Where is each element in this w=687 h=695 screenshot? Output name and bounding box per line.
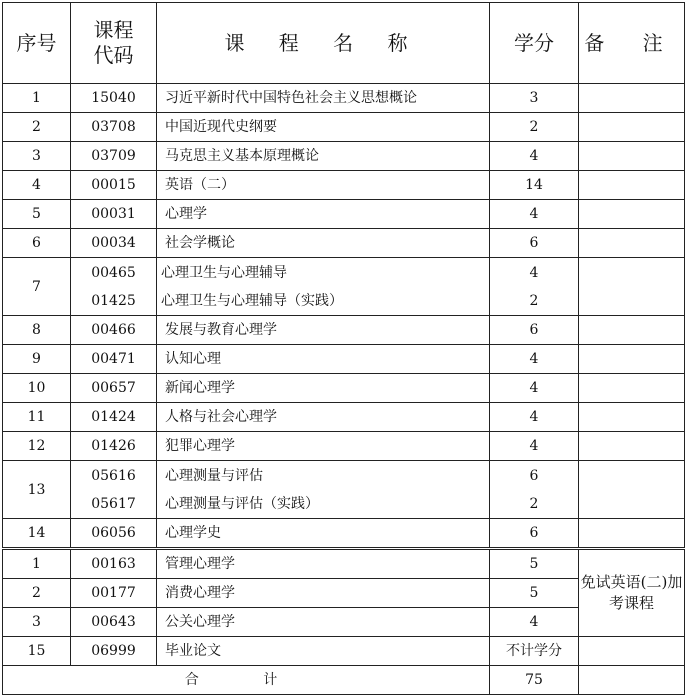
- row-note: [579, 403, 685, 432]
- row-index: 1: [3, 84, 71, 113]
- row-name: 心理卫生与心理辅导: [161, 264, 287, 281]
- total-credits: 75: [490, 666, 579, 695]
- row-credits-practice: 2: [529, 495, 539, 512]
- row-note: [579, 316, 685, 345]
- row-index: 14: [3, 519, 71, 549]
- table-row: [3, 200, 685, 229]
- row-name: 新闻心理学: [157, 374, 490, 403]
- row-code: 00466: [71, 316, 157, 345]
- table-row: [3, 229, 685, 258]
- row-name: 发展与教育心理学: [157, 316, 490, 345]
- extra-courses-note: 免试英语(二)加考课程: [579, 549, 685, 637]
- row-credits: 6: [490, 519, 579, 549]
- thesis-name: 毕业论文: [157, 637, 490, 666]
- row-index: 8: [3, 316, 71, 345]
- row-credits: 4: [490, 142, 579, 171]
- row-code: 00471: [71, 345, 157, 374]
- total-row: [3, 666, 685, 695]
- extra-credits: 5: [490, 549, 579, 579]
- extra-name: 公关心理学: [157, 608, 490, 637]
- row-index: 6: [3, 229, 71, 258]
- extra-index: 1: [3, 549, 71, 579]
- row-credits: 4: [490, 432, 579, 461]
- row-index: 9: [3, 345, 71, 374]
- header-note: 备 注: [579, 3, 685, 84]
- table-row: [3, 374, 685, 403]
- row-credits: 6: [529, 467, 539, 484]
- row-name-practice: 心理卫生与心理辅导（实践）: [161, 292, 343, 309]
- row-code: 00015: [71, 171, 157, 200]
- row-name-stack: [157, 258, 490, 316]
- row-code: 03708: [71, 113, 157, 142]
- table-row: [3, 403, 685, 432]
- row-index: 2: [3, 113, 71, 142]
- row-note: [579, 461, 685, 519]
- extra-code: 00163: [71, 549, 157, 579]
- table-row: [3, 432, 685, 461]
- thesis-row: [3, 637, 685, 666]
- row-note: [579, 142, 685, 171]
- table-row: [3, 142, 685, 171]
- thesis-code: 06999: [71, 637, 157, 666]
- course-plan-table: [2, 2, 685, 695]
- row-index: 13: [3, 461, 71, 519]
- row-note: [579, 519, 685, 549]
- table-row: [3, 345, 685, 374]
- row-name: 习近平新时代中国特色社会主义思想概论: [157, 84, 490, 113]
- row-credits-stack: [490, 258, 579, 316]
- row-name: 人格与社会心理学: [157, 403, 490, 432]
- row-credits: 4: [490, 403, 579, 432]
- row-credits: 4: [529, 264, 539, 281]
- extra-code: 00177: [71, 579, 157, 608]
- header-code-line2: 代码: [93, 43, 134, 67]
- extra-name: 管理心理学: [157, 549, 490, 579]
- table-row: [3, 316, 685, 345]
- thesis-index: 15: [3, 637, 71, 666]
- total-note: [579, 666, 685, 695]
- row-code: 06056: [71, 519, 157, 549]
- row-code: 00657: [71, 374, 157, 403]
- extra-index: 2: [3, 579, 71, 608]
- row-name: 社会学概论: [157, 229, 490, 258]
- row-name-practice: 心理测量与评估（实践）: [165, 495, 319, 512]
- row-note: [579, 258, 685, 316]
- row-code: 05616: [91, 467, 136, 484]
- row-index: 3: [3, 142, 71, 171]
- row-credits: 4: [490, 200, 579, 229]
- header-row: [3, 3, 685, 84]
- row-note: [579, 113, 685, 142]
- row-index: 4: [3, 171, 71, 200]
- row-name: 认知心理: [157, 345, 490, 374]
- row-credits: 6: [490, 229, 579, 258]
- header-name: 课 程 名 称: [157, 3, 490, 84]
- row-note: [579, 229, 685, 258]
- extra-code: 00643: [71, 608, 157, 637]
- row-credits: 14: [490, 171, 579, 200]
- row-code-stack: [71, 258, 157, 316]
- extra-credits: 4: [490, 608, 579, 637]
- row-name-stack: [157, 461, 490, 519]
- row-name: 心理学: [157, 200, 490, 229]
- table-row-extra: [3, 549, 685, 579]
- extra-credits: 5: [490, 579, 579, 608]
- row-index: 12: [3, 432, 71, 461]
- row-code: 00031: [71, 200, 157, 229]
- row-index: 5: [3, 200, 71, 229]
- row-code: 00465: [91, 264, 136, 281]
- row-note: [579, 345, 685, 374]
- row-note: [579, 171, 685, 200]
- row-code: 00034: [71, 229, 157, 258]
- row-note: [579, 374, 685, 403]
- row-code: 01424: [71, 403, 157, 432]
- row-name: 心理测量与评估: [165, 467, 263, 484]
- row-code: 01426: [71, 432, 157, 461]
- extra-name: 消费心理学: [157, 579, 490, 608]
- row-name: 英语（二）: [157, 171, 490, 200]
- row-note: [579, 200, 685, 229]
- row-code: 03709: [71, 142, 157, 171]
- row-name: 中国近现代史纲要: [157, 113, 490, 142]
- row-index: 11: [3, 403, 71, 432]
- row-note: [579, 432, 685, 461]
- header-credits: 学分: [490, 3, 579, 84]
- table-row: [3, 461, 685, 519]
- row-code: 15040: [71, 84, 157, 113]
- thesis-credits: 不计学分: [490, 637, 579, 666]
- table-row: [3, 113, 685, 142]
- row-code-practice: 01425: [91, 292, 136, 309]
- table-row: [3, 258, 685, 316]
- row-name: 心理学史: [157, 519, 490, 549]
- row-credits: 6: [490, 316, 579, 345]
- row-name: 犯罪心理学: [157, 432, 490, 461]
- row-credits-stack: [490, 461, 579, 519]
- row-code-stack: [71, 461, 157, 519]
- row-index: 10: [3, 374, 71, 403]
- header-code-line1: 课程: [93, 18, 134, 42]
- extra-index: 3: [3, 608, 71, 637]
- row-credits: 4: [490, 374, 579, 403]
- row-credits: 3: [490, 84, 579, 113]
- row-credits: 4: [490, 345, 579, 374]
- row-code-practice: 05617: [91, 495, 136, 512]
- total-label: 合 计: [3, 666, 490, 695]
- table-row: [3, 171, 685, 200]
- thesis-note: [579, 637, 685, 666]
- header-index: 序号: [3, 3, 71, 84]
- row-name: 马克思主义基本原理概论: [157, 142, 490, 171]
- header-code: [71, 3, 157, 84]
- row-credits: 2: [490, 113, 579, 142]
- row-index: 7: [3, 258, 71, 316]
- table-row: [3, 84, 685, 113]
- row-credits-practice: 2: [529, 292, 539, 309]
- table-row: [3, 519, 685, 549]
- row-note: [579, 84, 685, 113]
